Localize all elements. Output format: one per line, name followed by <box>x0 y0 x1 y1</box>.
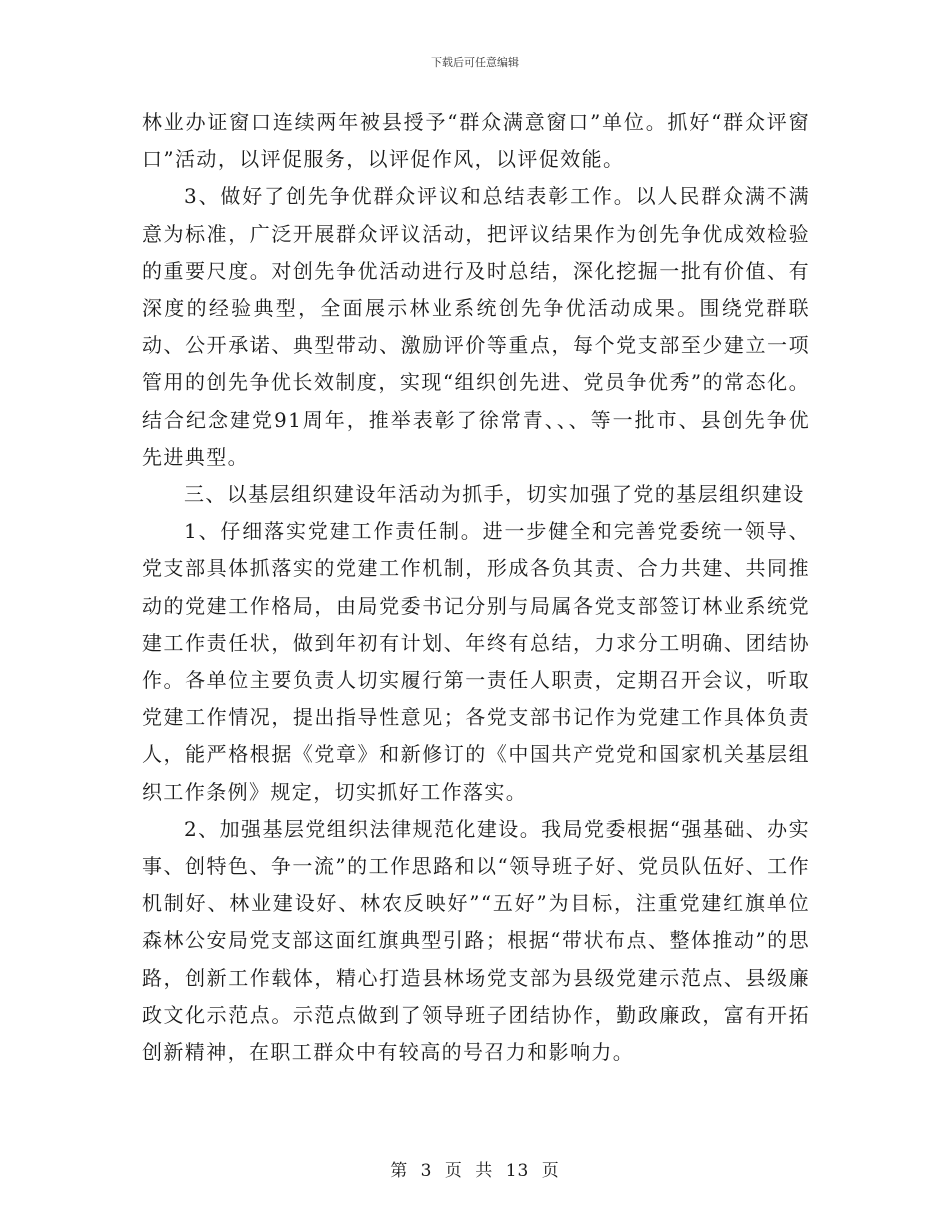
footer-suffix: 页 <box>541 1161 560 1181</box>
document-body <box>142 104 810 1071</box>
page-footer <box>0 1156 950 1181</box>
footer-prefix: 第 <box>390 1161 409 1181</box>
footer-total-word: 共 <box>475 1161 494 1181</box>
paragraph-item-3: 3、做好了创先争优群众评议和总结表彰工作。以人民群众满不满意为标准，广泛开展群众评议活动，把评议结果作为创先争优成效检验的重要尺度。对创先争优活动进行及时总结，深化挖掘一批有价值、有深度的经验典型，全面展示林业系统创先争优活动成果。围绕党群联动、公开承诺、典型带动、激励评价等重点，每个党支部至少建立一项管用的创先争优长效制度，实现“组织创先进、党员争优秀”的常态化。结合纪念建党91周年，推举表彰了徐常青、、、等一批市、县创先争优先进典型。 <box>142 184 810 469</box>
paragraph-item-2: 2、加强基层党组织法律规范化建设。我局党委根据“强基础、办实事、创特色、争一流”的工作思路和以“领导班子好、党员队伍好、工作机制好、林业建设好、林农反映好”“五好”为目标，注重党建红旗单位森林公安局党支部这面红旗典型引路；根据“带状布点、整体推动”的思路，创新工作载体，精心打造县林场党支部为县级党建示范点、县级廉政文化示范点。示范点做到了领导班子团结协作，勤政廉政，富有开拓创新精神，在职工群众中有较高的号召力和影响力。 <box>142 816 810 1065</box>
footer-page-word: 页 <box>444 1161 463 1181</box>
footer-current-page: 3 <box>420 1161 433 1181</box>
paragraph-continuation: 林业办证窗口连续两年被县授予“群众满意窗口”单位。抓好“群众评窗口”活动，以评促服务，以评促作风，以评促效能。 <box>142 110 810 172</box>
section-heading-3: 三、以基层组织建设年活动为抓手，切实加强了党的基层组织建设 <box>184 482 805 507</box>
header-note: 下载后可任意编辑 <box>431 56 519 69</box>
paragraph-item-1: 1、仔细落实党建工作责任制。进一步健全和完善党委统一领导、党支部具体抓落实的党建工作机制，形成各负其责、合力共建、共同推动的党建工作格局，由局党委书记分别与局属各党支部签订林业系统党建工作责任状，做到年初有计划、年终有总结，力求分工明确、团结协作。各单位主要负责人切实履行第一责任人职责，定期召开会议，听取党建工作情况，提出指导性意见；各党支部书记作为党建工作具体负责人，能严格根据《党章》和新修订的《中国共产党党和国家机关基层组织工作条例》规定，切实抓好工作落实。 <box>142 519 810 804</box>
footer-total-pages: 13 <box>505 1161 530 1181</box>
